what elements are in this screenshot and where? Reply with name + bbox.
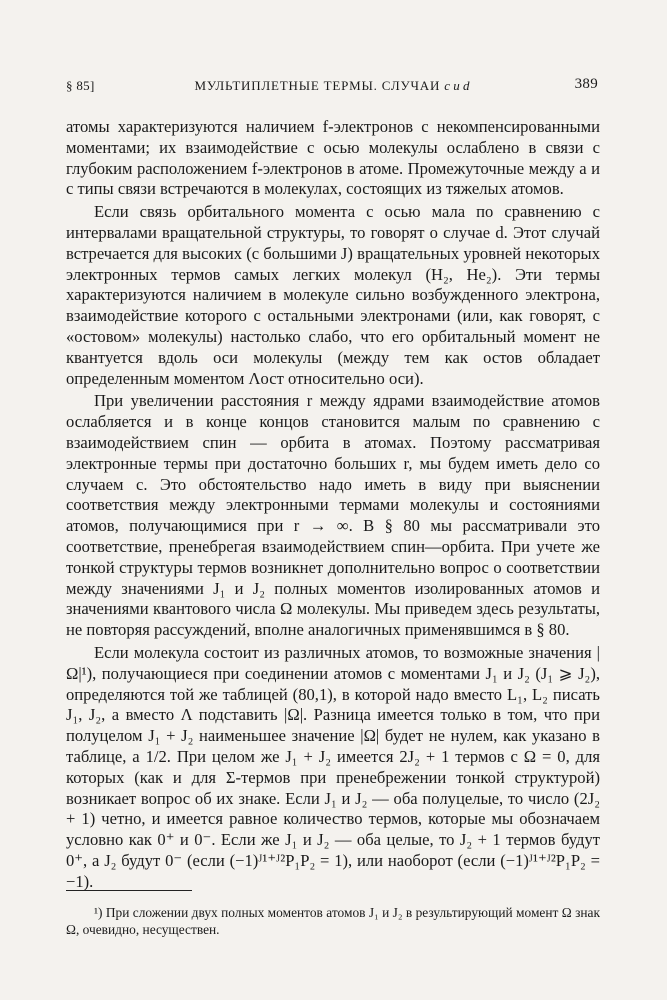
- footnote: [66, 904, 600, 938]
- running-title-cases: c и d: [444, 78, 470, 93]
- paragraph-1: атомы характеризуются наличием f-электронов с некомпенсированными моментами; их взаимодействие с осью молекулы ослаблено в связи с глубоким расположением f-электронов в атоме. Промежуточные между a и c типы связи встречаются в молекулах, состоящих из тяжелых атомов.: [66, 117, 600, 199]
- paragraph-3: При увеличении расстояния r между ядрами взаимодействие атомов ослабляется и в конце концов становится малым по сравнению с взаимодействием спин — орбита в атомах. Поэтому рассматривая электронные термы при достаточно больших r, мы будем иметь дело со случаем c. Это обстоятельство надо иметь в виду при выяснении соответствия между электронными термами молекулы и состояниями атомов, получающимися при r → ∞. В § 80 мы рассматривали это соответствие, пренебрегая взаимодействием спин—орбита. При учете же тонкой структуры термов возникнет дополнительно вопрос о соответствии между значениями J₁ и J₂ полных моментов изолированных атомов и значениями квантового числа Ω молекулы. Мы приведем здесь результаты, не повторяя рассуждений, вполне аналогичных применявшимся в § 80.: [66, 391, 600, 640]
- page-number: 389: [574, 76, 598, 92]
- running-title: [66, 78, 598, 94]
- paragraph-2: Если связь орбитального момента с осью мала по сравнению с интервалами вращательной структуры, то говорят о случае d. Этот случай встречается для высоких (с большими J) вращательных уровней некоторых электронных термов самых легких молекул (H₂, He₂). Эти термы характеризуются наличием в молекуле сильно возбужденного электрона, взаимодействие которого с остальными электронами (или, как говорят, с «остовом» молекулы) настолько слабо, что его орбитальный момент не квантуется вдоль оси молекулы (между тем как остов обладает определенным моментом Λост относительно оси).: [66, 202, 600, 388]
- paragraph-4: Если молекула состоит из различных атомов, то возможные значения |Ω|¹), получающиеся при соединении атомов с моментами J₁ и J₂ (J₁ ⩾ J₂), определяются той же таблицей (80,1), в которой надо вместо L₁, L₂ писать J₁, J₂, а вместо Λ подставить |Ω|. Разница имеется только в том, что при полуцелом J₁ + J₂ наименьшее значение |Ω| будет не нулем, как указано в таблице, а 1/2. При целом же J₁ + J₂ имеется 2J₂ + 1 термов с Ω = 0, для которых (как и для Σ-термов при пренебрежении тонкой структурой) возникает вопрос об их знаке. Если J₁ и J₂ — оба полуцелые, то число (2J₂ + 1) четно, и имеется равное количество термов, которые мы обозначаем условно как 0⁺ и 0⁻. Если же J₁ и J₂ — оба целые, то J₂ + 1 термов будут 0⁺, а J₂ будут 0⁻ (если (−1)ᴶ¹⁺ᴶ²P₁P₂ = 1), или наоборот (если (−1)ᴶ¹⁺ᴶ²P₁P₂ = −1).: [66, 642, 600, 891]
- footnote-rule: [66, 890, 192, 891]
- footnote-text: ¹) При сложении двух полных моментов атомов J₁ и J₂ в результирующий момент Ω знак Ω, очевидно, несуществен.: [66, 905, 600, 937]
- main-text: [66, 117, 600, 892]
- running-title-text: МУЛЬТИПЛЕТНЫЕ ТЕРМЫ. СЛУЧАИ: [194, 78, 445, 93]
- section-ref: § 85]: [66, 78, 95, 93]
